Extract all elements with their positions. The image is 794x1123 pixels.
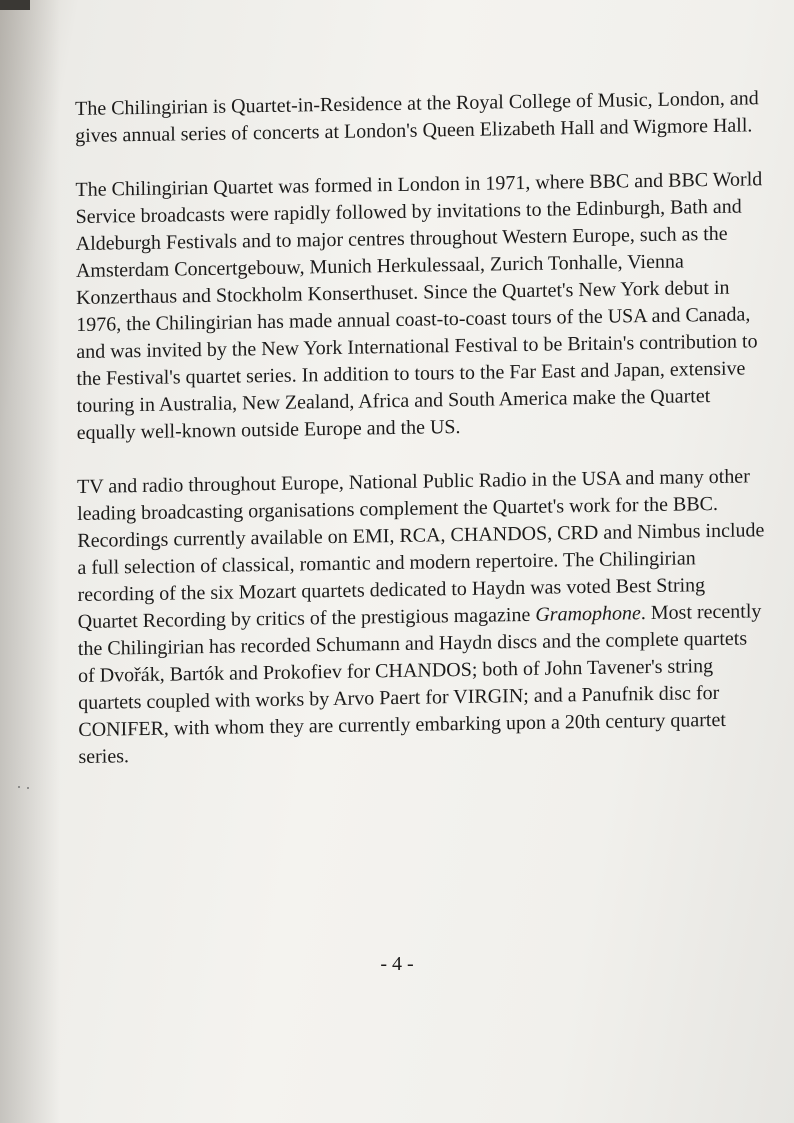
paragraph-text: The Chilingirian Quartet was formed in London in 1971, where BBC and BBC World Service broadcasts were rapidly followed by invitations to the Edinburgh, Bath and Aldeburgh Festivals and to major centres throughout Western Europe, such as the Amsterdam Concertgebouw, Munich Herkulessaal, Zurich Tonhalle, Vienna Konzerthaus and Stockholm Konserthuset. Since the Quartet's New York debut in 1976, the Chilingirian has made annual coast-to-coast tours of the USA and Canada, and was invited by the New York International Festival to be Britain's contribution to the Festival's quartet series. In addition to tours to the Far East and Japan, extensive touring in Australia, New Zealand, Africa and South America make the Quartet equally well-known outside Europe and the US.	[75, 168, 763, 445]
paragraph-residence	[75, 85, 765, 150]
paragraph-text: The Chilingirian is Quartet-in-Residence at the Royal College of Music, London, and gives annual series of concerts at London's Queen Elizabeth Hall and Wigmore Hall.	[75, 87, 759, 148]
page-number: - 4 -	[380, 953, 414, 975]
paragraph-text: TV and radio throughout Europe, National Public Radio in the USA and many other leading broadcasting organisations complement the Quartet's work for the BBC. Recordings currently available on EMI, RCA, CHANDOS, CRD and Nimbus include a full selection of classical, romantic and modern repertoire. The Chilingirian recording of the six Mozart quartets dedicated to Haydn was voted Best String Quartet Recording by critics of the prestigious magazine	[76, 465, 765, 634]
paragraph-recordings	[77, 463, 768, 771]
document-body	[75, 85, 769, 798]
magazine-title: Gramophone	[535, 602, 641, 626]
paragraph-history	[75, 166, 766, 447]
paragraph-text: . Most recently the Chilingirian has recorded Schumann and Haydn discs and the complete quartets of Dvořák, Bartók and Prokofiev for CHANDOS; both of John Tavener's string quartets coupled with works by Arvo Paert for VIRGIN; and a Panufnik disc for CONIFER, with whom they are currently embarking upon a 20th century quartet series.	[77, 600, 762, 769]
page-corner-shadow	[0, 0, 30, 10]
paper-speck	[18, 785, 32, 789]
